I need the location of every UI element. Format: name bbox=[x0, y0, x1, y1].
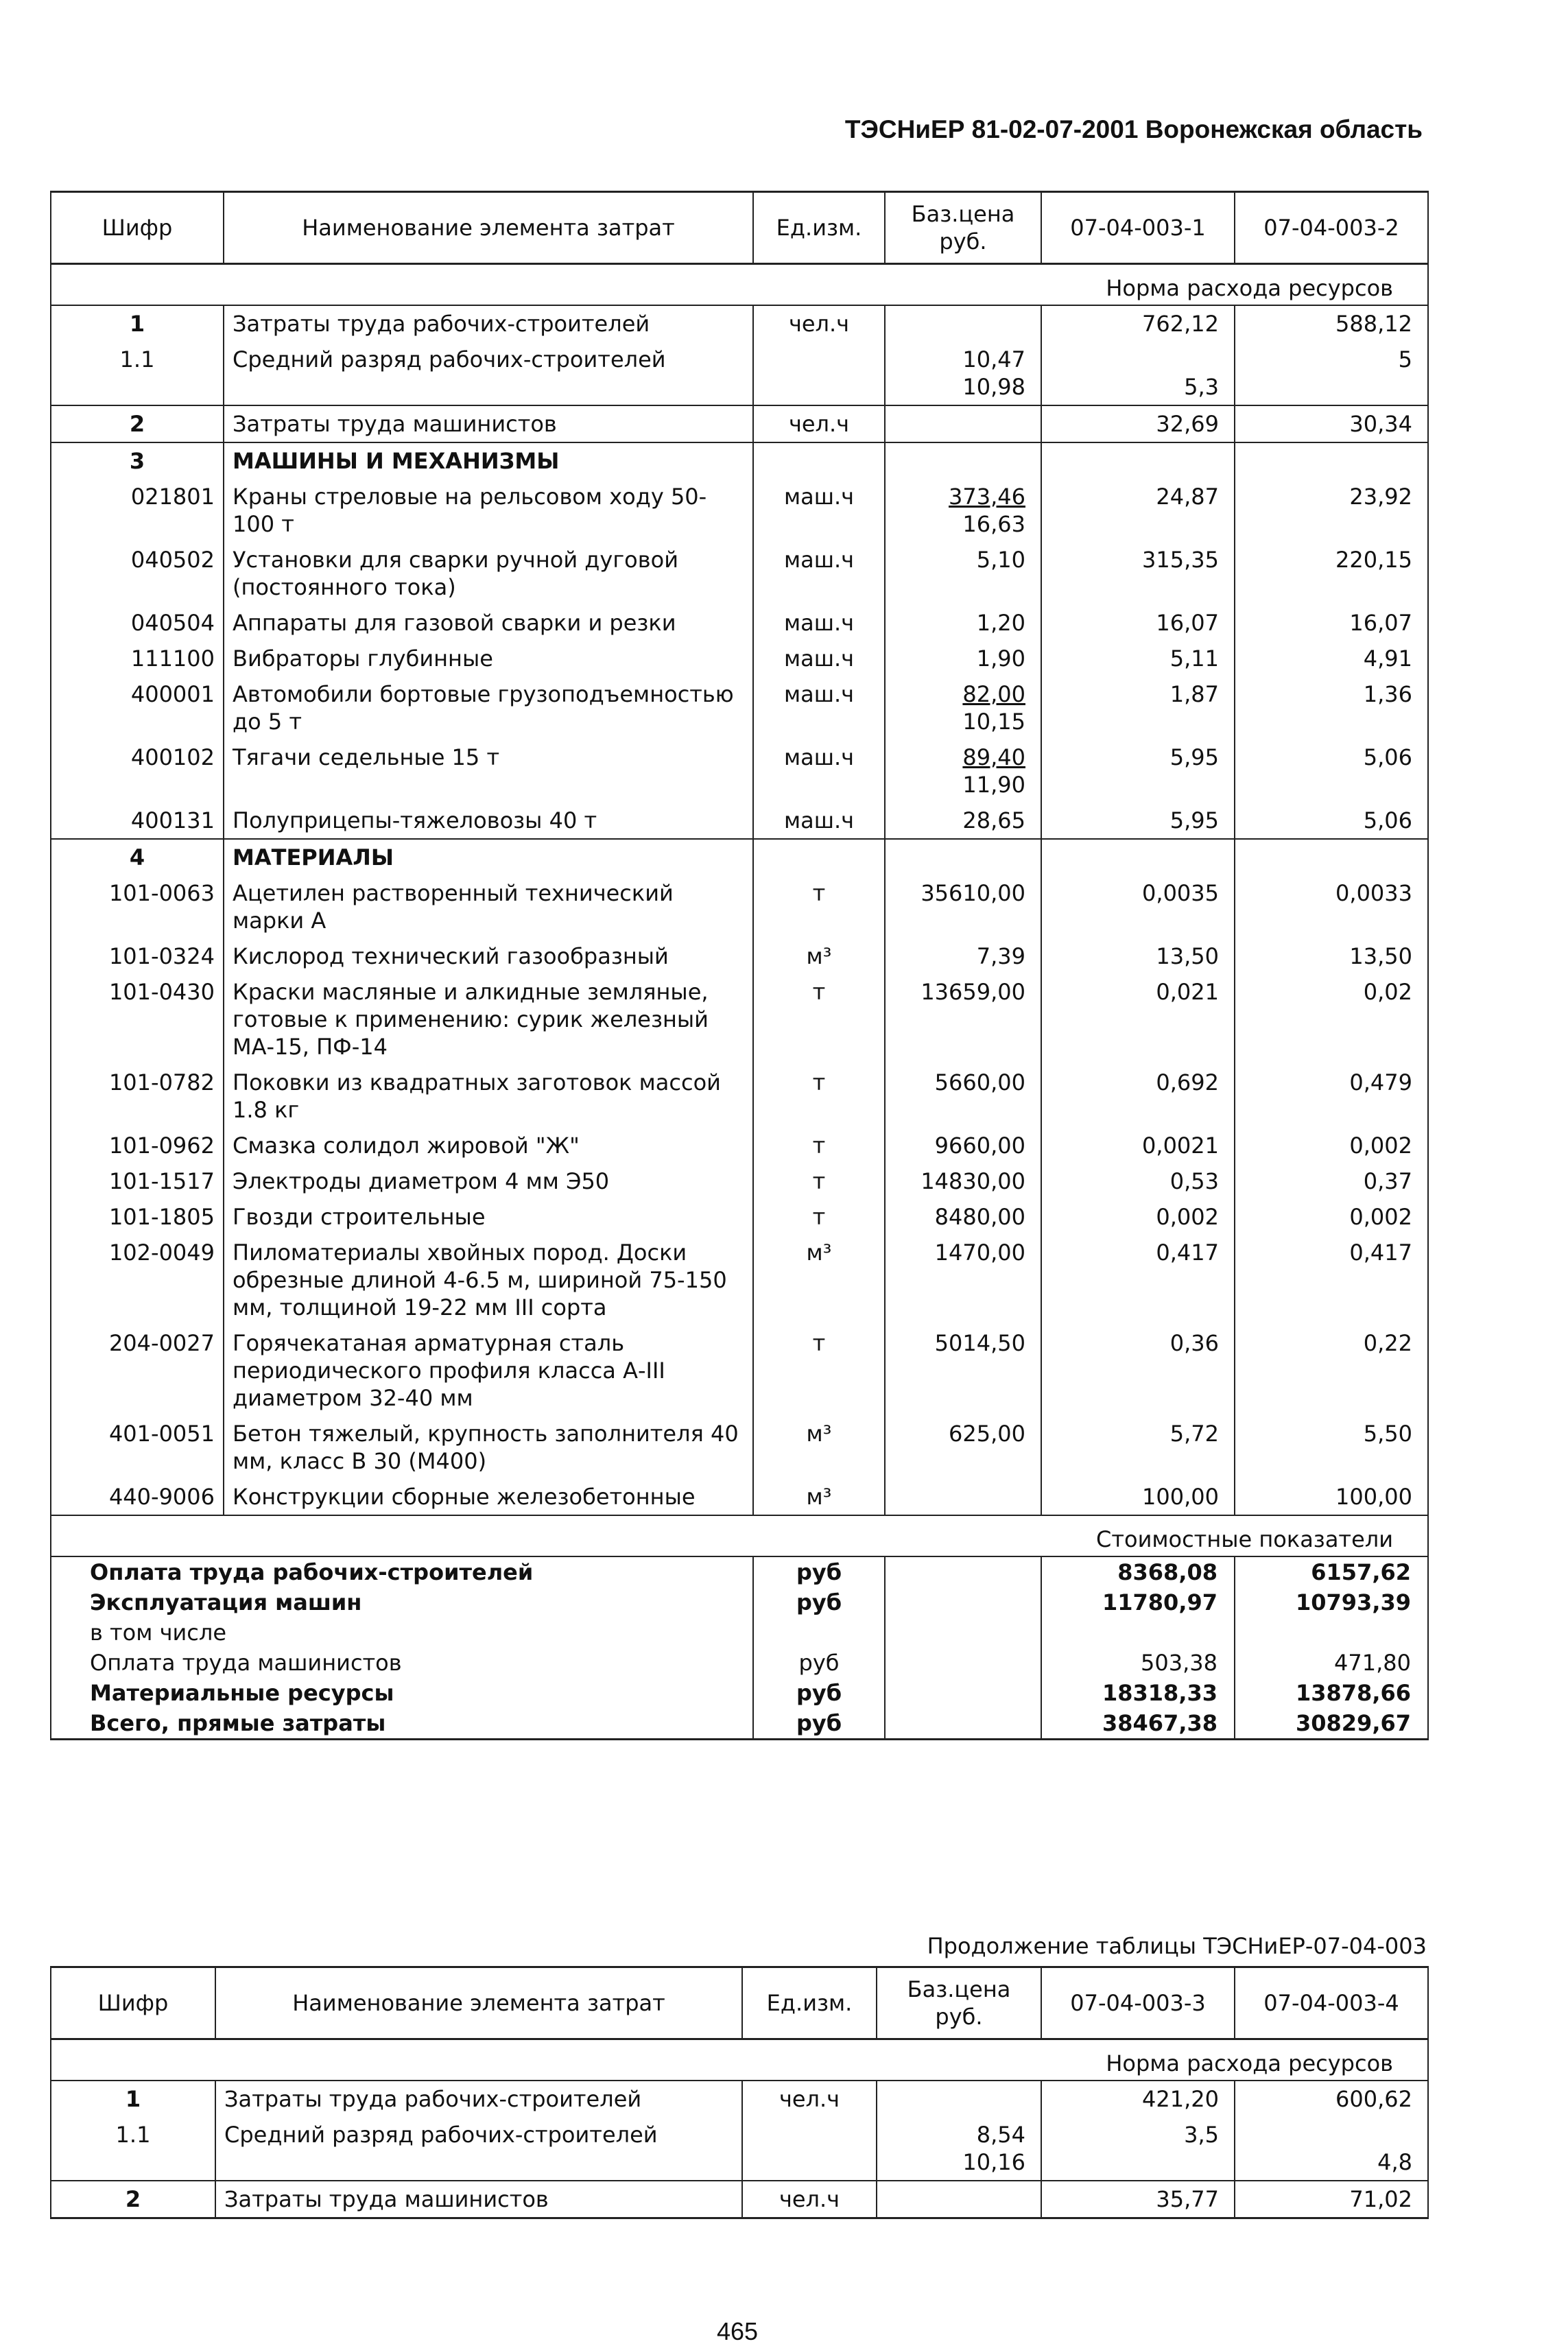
row-code: 2 bbox=[51, 2181, 215, 2218]
row-name: Конструкции сборные железобетонные bbox=[224, 1479, 753, 1515]
row-unit: маш.ч bbox=[753, 676, 885, 739]
section-code: 4 bbox=[51, 839, 224, 875]
row-unit: маш.ч bbox=[753, 542, 885, 605]
cost-row bbox=[51, 1708, 1428, 1740]
price-value-2: 11,90 bbox=[962, 772, 1025, 798]
price-value: 89,40 bbox=[962, 744, 1025, 770]
row-unit: т bbox=[753, 1163, 885, 1199]
price-value-2: 16,63 bbox=[962, 511, 1025, 537]
cost-col-b: 6157,62 bbox=[1235, 1556, 1428, 1587]
norms-table-2 bbox=[50, 1966, 1429, 2219]
material-row bbox=[51, 875, 1428, 938]
section-title: МАШИНЫ И МЕХАНИЗМЫ bbox=[224, 442, 753, 479]
empty-cell bbox=[1041, 839, 1235, 875]
band-norms: Норма расхода ресурсов bbox=[51, 264, 1428, 306]
row-price: 35610,00 bbox=[885, 875, 1041, 938]
row-name: Бетон тяжелый, крупность заполнителя 40 мм, класс В 30 (М400) bbox=[224, 1416, 753, 1479]
row-name: Затраты труда машинистов bbox=[215, 2181, 742, 2218]
row-unit: т bbox=[753, 1128, 885, 1163]
row-name: Электроды диаметром 4 мм Э50 bbox=[224, 1163, 753, 1199]
cost-price bbox=[885, 1678, 1041, 1708]
row-col-b: 0,417 bbox=[1235, 1235, 1428, 1325]
header-col-a: 07-04-003-3 bbox=[1041, 1967, 1235, 2039]
row-col-b: 71,02 bbox=[1235, 2181, 1428, 2218]
row-name: Средний разряд рабочих-строителей bbox=[224, 342, 753, 405]
row-code: 1 bbox=[51, 305, 224, 342]
cost-row bbox=[51, 1678, 1428, 1708]
row-unit bbox=[753, 342, 885, 405]
row-price bbox=[877, 2181, 1041, 2218]
header-price-line2: руб. bbox=[939, 228, 987, 254]
row-price bbox=[877, 2081, 1041, 2117]
cost-price bbox=[885, 1648, 1041, 1678]
row-price: 14830,00 bbox=[885, 1163, 1041, 1199]
row-col-b: 0,22 bbox=[1235, 1325, 1428, 1416]
row-unit: маш.ч bbox=[753, 803, 885, 839]
row-unit: чел.ч bbox=[742, 2081, 877, 2117]
row-unit: т bbox=[753, 875, 885, 938]
cost-unit: руб bbox=[753, 1648, 885, 1678]
band-costs-row bbox=[51, 1515, 1428, 1556]
empty-cell bbox=[1235, 839, 1428, 875]
row-name: Кислород технический газообразный bbox=[224, 938, 753, 974]
row-price bbox=[885, 605, 1041, 641]
price-value-2: 10,16 bbox=[962, 2149, 1025, 2175]
row-name: Поковки из квадратных заготовок массой 1.8 кг bbox=[224, 1065, 753, 1128]
row-code: 102-0049 bbox=[51, 1235, 224, 1325]
row-code: 2 bbox=[51, 405, 224, 442]
cost-row bbox=[51, 1587, 1428, 1618]
cost-col-a: 11780,97 bbox=[1041, 1587, 1235, 1618]
row-col-a: 35,77 bbox=[1041, 2181, 1235, 2218]
header-col-b: 07-04-003-4 bbox=[1235, 1967, 1428, 2039]
row-col-a: 0,53 bbox=[1041, 1163, 1235, 1199]
row-price: 7,39 bbox=[885, 938, 1041, 974]
header-price bbox=[877, 1967, 1041, 2039]
row-unit: чел.ч bbox=[753, 305, 885, 342]
header-unit: Ед.изм. bbox=[753, 192, 885, 264]
row-col-b: 1,36 bbox=[1235, 676, 1428, 739]
page-header: ТЭСНиЕР 81-02-07-2001 Воронежская область bbox=[844, 115, 1423, 143]
section-code: 3 bbox=[51, 442, 224, 479]
row-col-b: 0,479 bbox=[1235, 1065, 1428, 1128]
row-code: 021801 bbox=[51, 479, 224, 542]
row-col-b: 5,06 bbox=[1235, 803, 1428, 839]
header-price-line1: Баз.цена bbox=[911, 201, 1015, 227]
row-col-b: 16,07 bbox=[1235, 605, 1428, 641]
row-col-a: 13,50 bbox=[1041, 938, 1235, 974]
price-value: 5,10 bbox=[976, 547, 1025, 573]
price-value-2: 10,98 bbox=[962, 374, 1025, 400]
row-name: Затраты труда рабочих-строителей bbox=[224, 305, 753, 342]
row-col-a: 0,36 bbox=[1041, 1325, 1235, 1416]
row-unit: маш.ч bbox=[753, 479, 885, 542]
price-value: 1,20 bbox=[976, 610, 1025, 636]
row-code: 204-0027 bbox=[51, 1325, 224, 1416]
cost-col-a: 503,38 bbox=[1041, 1648, 1235, 1678]
row-col-a: 0,692 bbox=[1041, 1065, 1235, 1128]
col-b-value: 5 bbox=[1398, 346, 1412, 372]
row-col-b: 100,00 bbox=[1235, 1479, 1428, 1515]
row-price bbox=[885, 641, 1041, 676]
band-norms: Норма расхода ресурсов bbox=[51, 2039, 1428, 2081]
row-unit: м³ bbox=[753, 1416, 885, 1479]
row-col-b: 5,06 bbox=[1235, 739, 1428, 803]
row-col-a: 5,95 bbox=[1041, 739, 1235, 803]
row-col-a: 0,417 bbox=[1041, 1235, 1235, 1325]
row-col-a: 24,87 bbox=[1041, 479, 1235, 542]
row-col-a: 421,20 bbox=[1041, 2081, 1235, 2117]
row-col-b: 5,50 bbox=[1235, 1416, 1428, 1479]
empty-cell bbox=[885, 839, 1041, 875]
row-price: 13659,00 bbox=[885, 974, 1041, 1065]
cost-price bbox=[885, 1556, 1041, 1587]
row-col-a: 0,021 bbox=[1041, 974, 1235, 1065]
material-row bbox=[51, 1163, 1428, 1199]
row-col-a: 0,0021 bbox=[1041, 1128, 1235, 1163]
cost-unit: руб bbox=[753, 1708, 885, 1740]
row-col-a bbox=[1041, 2117, 1235, 2181]
row-unit: маш.ч bbox=[753, 641, 885, 676]
table-row bbox=[51, 405, 1428, 442]
band-norms-row bbox=[51, 264, 1428, 306]
row-col-b: 0,002 bbox=[1235, 1128, 1428, 1163]
row-price: 8480,00 bbox=[885, 1199, 1041, 1235]
row-price: 5014,50 bbox=[885, 1325, 1041, 1416]
row-price bbox=[885, 342, 1041, 405]
row-col-b: 0,0033 bbox=[1235, 875, 1428, 938]
price-value: 1,90 bbox=[976, 645, 1025, 672]
row-code: 1 bbox=[51, 2081, 215, 2117]
header-name: Наименование элемента затрат bbox=[224, 192, 753, 264]
header-code: Шифр bbox=[51, 192, 224, 264]
table-row bbox=[51, 305, 1428, 342]
table-row bbox=[51, 2181, 1428, 2218]
cost-price bbox=[885, 1618, 1041, 1648]
row-code: 111100 bbox=[51, 641, 224, 676]
row-code: 400001 bbox=[51, 676, 224, 739]
machine-row bbox=[51, 676, 1428, 739]
header-unit: Ед.изм. bbox=[742, 1967, 877, 2039]
col-a-value: 5,3 bbox=[1184, 374, 1219, 400]
row-code: 101-0430 bbox=[51, 974, 224, 1065]
row-col-a: 5,72 bbox=[1041, 1416, 1235, 1479]
machine-row bbox=[51, 641, 1428, 676]
section-row-machines bbox=[51, 442, 1428, 479]
header-col-b: 07-04-003-2 bbox=[1235, 192, 1428, 264]
cost-label: Эксплуатация машин bbox=[51, 1587, 753, 1618]
page-number: 465 bbox=[716, 2317, 759, 2345]
row-price bbox=[885, 479, 1041, 542]
row-price bbox=[885, 676, 1041, 739]
material-row bbox=[51, 1199, 1428, 1235]
row-price bbox=[885, 803, 1041, 839]
header-price bbox=[885, 192, 1041, 264]
header-name: Наименование элемента затрат bbox=[215, 1967, 742, 2039]
row-unit: м³ bbox=[753, 938, 885, 974]
row-name: Затраты труда машинистов bbox=[224, 405, 753, 442]
row-col-a: 0,002 bbox=[1041, 1199, 1235, 1235]
cost-label: Оплата труда машинистов bbox=[51, 1648, 753, 1678]
row-col-a: 762,12 bbox=[1041, 305, 1235, 342]
row-name: Аппараты для газовой сварки и резки bbox=[224, 605, 753, 641]
row-unit: т bbox=[753, 974, 885, 1065]
cost-row bbox=[51, 1648, 1428, 1678]
machine-row bbox=[51, 479, 1428, 542]
row-name: Тягачи седельные 15 т bbox=[224, 739, 753, 803]
header-col-a: 07-04-003-1 bbox=[1041, 192, 1235, 264]
row-col-a: 5,11 bbox=[1041, 641, 1235, 676]
cost-col-b: 10793,39 bbox=[1235, 1587, 1428, 1618]
row-col-a: 100,00 bbox=[1041, 1479, 1235, 1515]
row-code: 400102 bbox=[51, 739, 224, 803]
row-unit bbox=[742, 2117, 877, 2181]
cost-unit: руб bbox=[753, 1556, 885, 1587]
row-col-b bbox=[1235, 342, 1428, 405]
material-row bbox=[51, 1479, 1428, 1515]
row-code: 101-0063 bbox=[51, 875, 224, 938]
row-price bbox=[885, 739, 1041, 803]
row-name: Горячекатаная арматурная сталь периодического профиля класса А-III диаметром 32-40 мм bbox=[224, 1325, 753, 1416]
section-title: МАТЕРИАЛЫ bbox=[224, 839, 753, 875]
material-row bbox=[51, 1416, 1428, 1479]
row-price bbox=[885, 542, 1041, 605]
row-code: 101-0962 bbox=[51, 1128, 224, 1163]
cost-label: в том числе bbox=[51, 1618, 753, 1648]
row-unit: т bbox=[753, 1199, 885, 1235]
cost-col-b: 30829,67 bbox=[1235, 1708, 1428, 1740]
row-col-a: 32,69 bbox=[1041, 405, 1235, 442]
row-unit: т bbox=[753, 1065, 885, 1128]
row-col-b: 0,002 bbox=[1235, 1199, 1428, 1235]
cost-row bbox=[51, 1618, 1428, 1648]
cost-row bbox=[51, 1556, 1428, 1587]
row-code: 101-1805 bbox=[51, 1199, 224, 1235]
header-price-line1: Баз.цена bbox=[907, 1976, 1011, 2002]
material-row bbox=[51, 1325, 1428, 1416]
row-col-a: 16,07 bbox=[1041, 605, 1235, 641]
row-name: Пиломатериалы хвойных пород. Доски обрезные длиной 4-6.5 м, шириной 75-150 мм, толщиной 19-22 мм III сорта bbox=[224, 1235, 753, 1325]
row-name: Гвозди строительные bbox=[224, 1199, 753, 1235]
row-code: 101-0324 bbox=[51, 938, 224, 974]
col-b-value: 4,8 bbox=[1377, 2149, 1412, 2175]
row-unit: маш.ч bbox=[753, 605, 885, 641]
band-costs: Стоимостные показатели bbox=[51, 1515, 1428, 1556]
price-value-1: 10,47 bbox=[962, 346, 1025, 372]
row-name: Смазка солидол жировой "Ж" bbox=[224, 1128, 753, 1163]
row-col-b: 220,15 bbox=[1235, 542, 1428, 605]
row-col-b: 23,92 bbox=[1235, 479, 1428, 542]
empty-cell bbox=[753, 839, 885, 875]
price-value: 28,65 bbox=[962, 807, 1025, 833]
row-code: 101-0782 bbox=[51, 1065, 224, 1128]
cost-col-a: 18318,33 bbox=[1041, 1678, 1235, 1708]
row-code: 400131 bbox=[51, 803, 224, 839]
table-row bbox=[51, 2117, 1428, 2181]
material-row bbox=[51, 1065, 1428, 1128]
row-code: 401-0051 bbox=[51, 1416, 224, 1479]
price-value: 82,00 bbox=[962, 681, 1025, 707]
machine-row bbox=[51, 739, 1428, 803]
row-name: Краски масляные и алкидные земляные, готовые к применению: сурик железный МА-15, ПФ-14 bbox=[224, 974, 753, 1065]
row-code: 101-1517 bbox=[51, 1163, 224, 1199]
table-header-row bbox=[51, 192, 1428, 264]
row-name: Затраты труда рабочих-строителей bbox=[215, 2081, 742, 2117]
row-price: 625,00 bbox=[885, 1416, 1041, 1479]
row-price: 9660,00 bbox=[885, 1128, 1041, 1163]
col-a-value: 3,5 bbox=[1184, 2122, 1219, 2148]
row-name: Ацетилен растворенный технический марки А bbox=[224, 875, 753, 938]
row-name: Полуприцепы-тяжеловозы 40 т bbox=[224, 803, 753, 839]
cost-label: Материальные ресурсы bbox=[51, 1678, 753, 1708]
row-price: 5660,00 bbox=[885, 1065, 1041, 1128]
cost-price bbox=[885, 1708, 1041, 1740]
row-unit: чел.ч bbox=[742, 2181, 877, 2218]
table-header-row bbox=[51, 1967, 1428, 2039]
row-name: Автомобили бортовые грузоподъемностью до 5 т bbox=[224, 676, 753, 739]
price-value-2: 10,15 bbox=[962, 709, 1025, 735]
row-price bbox=[885, 1479, 1041, 1515]
material-row bbox=[51, 1235, 1428, 1325]
row-col-a: 0,0035 bbox=[1041, 875, 1235, 938]
band-norms-row bbox=[51, 2039, 1428, 2081]
table-row bbox=[51, 2081, 1428, 2117]
cost-label: Всего, прямые затраты bbox=[51, 1708, 753, 1740]
cost-unit: руб bbox=[753, 1587, 885, 1618]
price-value-1: 8,54 bbox=[976, 2122, 1025, 2148]
row-price bbox=[885, 305, 1041, 342]
row-code: 040504 bbox=[51, 605, 224, 641]
machine-row bbox=[51, 803, 1428, 839]
row-price: 1470,00 bbox=[885, 1235, 1041, 1325]
row-name: Краны стреловые на рельсовом ходу 50-100 т bbox=[224, 479, 753, 542]
norms-table-1 bbox=[50, 191, 1429, 1740]
row-code: 040502 bbox=[51, 542, 224, 605]
row-col-b: 588,12 bbox=[1235, 305, 1428, 342]
price-value: 373,46 bbox=[949, 484, 1025, 510]
row-col-a: 1,87 bbox=[1041, 676, 1235, 739]
material-row bbox=[51, 938, 1428, 974]
row-unit: м³ bbox=[753, 1235, 885, 1325]
section-row-materials bbox=[51, 839, 1428, 875]
row-code: 440-9006 bbox=[51, 1479, 224, 1515]
machine-row bbox=[51, 542, 1428, 605]
row-name: Средний разряд рабочих-строителей bbox=[215, 2117, 742, 2181]
continuation-caption: Продолжение таблицы ТЭСНиЕР-07-04-003 bbox=[927, 1933, 1427, 1959]
cost-col-b bbox=[1235, 1618, 1428, 1648]
row-col-a: 315,35 bbox=[1041, 542, 1235, 605]
row-price bbox=[885, 405, 1041, 442]
row-name: Вибраторы глубинные bbox=[224, 641, 753, 676]
cost-col-a bbox=[1041, 1618, 1235, 1648]
row-name: Установки для сварки ручной дуговой (постоянного тока) bbox=[224, 542, 753, 605]
row-col-b: 0,37 bbox=[1235, 1163, 1428, 1199]
row-price bbox=[877, 2117, 1041, 2181]
header-code: Шифр bbox=[51, 1967, 215, 2039]
material-row bbox=[51, 974, 1428, 1065]
cost-col-a: 8368,08 bbox=[1041, 1556, 1235, 1587]
row-col-b: 0,02 bbox=[1235, 974, 1428, 1065]
cost-unit bbox=[753, 1618, 885, 1648]
table-row bbox=[51, 342, 1428, 405]
cost-col-b: 471,80 bbox=[1235, 1648, 1428, 1678]
cost-col-b: 13878,66 bbox=[1235, 1678, 1428, 1708]
cost-col-a: 38467,38 bbox=[1041, 1708, 1235, 1740]
row-unit: м³ bbox=[753, 1479, 885, 1515]
row-col-a bbox=[1041, 342, 1235, 405]
row-unit: т bbox=[753, 1325, 885, 1416]
row-unit: маш.ч bbox=[753, 739, 885, 803]
material-row bbox=[51, 1128, 1428, 1163]
cost-label: Оплата труда рабочих-строителей bbox=[51, 1556, 753, 1587]
row-col-b: 600,62 bbox=[1235, 2081, 1428, 2117]
row-col-b: 4,91 bbox=[1235, 641, 1428, 676]
row-col-b: 30,34 bbox=[1235, 405, 1428, 442]
row-code: 1.1 bbox=[51, 342, 224, 405]
row-col-b bbox=[1235, 2117, 1428, 2181]
cost-unit: руб bbox=[753, 1678, 885, 1708]
row-code: 1.1 bbox=[51, 2117, 215, 2181]
cost-price bbox=[885, 1587, 1041, 1618]
row-col-b: 13,50 bbox=[1235, 938, 1428, 974]
header-price-line2: руб. bbox=[935, 2004, 983, 2030]
row-col-a: 5,95 bbox=[1041, 803, 1235, 839]
machine-row bbox=[51, 605, 1428, 641]
row-unit: чел.ч bbox=[753, 405, 885, 442]
